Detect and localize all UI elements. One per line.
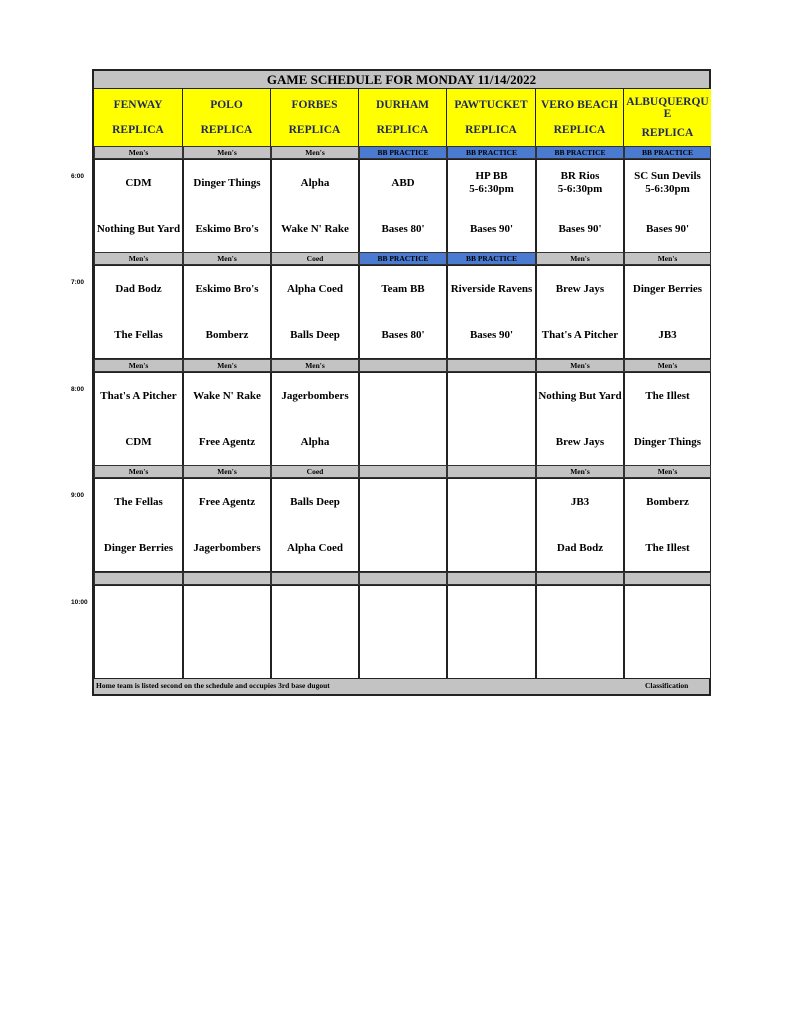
home-team: That's A Pitcher [541, 328, 619, 341]
game-cell [94, 265, 183, 359]
game-cell [536, 585, 624, 679]
field-header [447, 89, 536, 146]
field-subtitle: REPLICA [376, 124, 429, 137]
classification-bar [183, 572, 271, 585]
away-team: The Fellas [114, 495, 163, 508]
classification-bar [359, 465, 447, 478]
game-cell [447, 159, 536, 253]
away-team: JB3 [570, 495, 590, 508]
home-team: Balls Deep [290, 328, 340, 341]
home-team: Jagerbombers [193, 541, 261, 554]
field-name: FORBES [291, 98, 338, 111]
classification-bar: Men's [536, 359, 624, 372]
home-team [448, 423, 535, 461]
game-cell [183, 478, 271, 572]
game-cell [536, 265, 624, 359]
classification-bar: Men's [271, 146, 359, 159]
field-name: PAWTUCKET [454, 98, 528, 111]
time-slot-label: 7:00 [71, 279, 85, 286]
away-team: Alpha [300, 176, 330, 189]
game-cell [624, 265, 711, 359]
away-team [625, 590, 710, 628]
home-team [272, 636, 358, 674]
home-team: Brew Jays [555, 435, 605, 448]
away-team [95, 590, 182, 628]
home-team [184, 636, 270, 674]
home-team: Bomberz [205, 328, 249, 341]
field-header [536, 89, 624, 146]
schedule-sheet [92, 69, 711, 696]
away-team: SC Sun Devils 5-6:30pm [634, 170, 701, 195]
field-subtitle: REPLICA [288, 124, 341, 137]
home-team: Bases 80' [381, 222, 425, 235]
field-header [359, 89, 447, 146]
away-team: HP BB 5-6:30pm [469, 170, 514, 195]
game-cell [271, 585, 359, 679]
home-team-note: Home team is listed second on the schedule and occupies 3rd base dugout [96, 681, 330, 690]
away-team: Dinger Things [193, 176, 261, 189]
away-team [184, 590, 270, 628]
game-cell [359, 585, 447, 679]
classification-bar: Men's [94, 465, 183, 478]
game-cell [183, 372, 271, 466]
game-cell [359, 372, 447, 466]
classification-bar: BB PRACTICE [536, 146, 624, 159]
field-name: POLO [210, 98, 243, 111]
time-slot-label: 6:00 [71, 173, 85, 180]
away-team: Eskimo Bro's [195, 282, 259, 295]
game-cell [271, 478, 359, 572]
classification-bar: Men's [94, 252, 183, 265]
field-name: VERO BEACH [541, 98, 618, 111]
away-team [448, 590, 535, 628]
away-team: Bomberz [646, 495, 689, 508]
game-cell [359, 478, 447, 572]
home-team: Dinger Things [633, 435, 702, 448]
classification-bar: Men's [624, 252, 711, 265]
game-cell [447, 478, 536, 572]
field-header [183, 89, 271, 146]
away-team: Balls Deep [290, 495, 340, 508]
classification-bar [94, 572, 183, 585]
away-team: Dinger Berries [632, 282, 703, 295]
game-cell [271, 159, 359, 253]
schedule-title: GAME SCHEDULE FOR MONDAY 11/14/2022 [94, 71, 709, 89]
away-team: BR Rios 5-6:30pm [557, 170, 603, 195]
classification-bar: Men's [624, 465, 711, 478]
field-subtitle: REPLICA [465, 124, 517, 137]
game-cell [183, 265, 271, 359]
game-cell [183, 159, 271, 253]
field-subtitle: REPLICA [641, 127, 694, 140]
game-cell [94, 585, 183, 679]
home-team: The Illest [645, 541, 690, 554]
field-header [94, 89, 183, 146]
home-team: Alpha [300, 435, 330, 448]
classification-bar: Coed [271, 252, 359, 265]
classification-bar [536, 572, 624, 585]
classification-bar: Men's [536, 252, 624, 265]
home-team: Alpha Coed [287, 541, 343, 554]
home-team: Dinger Berries [103, 541, 174, 554]
classification-bar: BB PRACTICE [624, 146, 711, 159]
classification-bar: Men's [536, 465, 624, 478]
away-team: The Illest [645, 389, 690, 402]
game-cell [536, 159, 624, 253]
game-cell [94, 159, 183, 253]
home-team [95, 636, 182, 674]
classification-bar [447, 465, 536, 478]
classification-bar: Men's [183, 359, 271, 372]
away-team: CDM [125, 176, 152, 189]
home-team: Wake N' Rake [281, 222, 349, 235]
away-team: Alpha Coed [287, 282, 343, 295]
away-team [537, 590, 623, 628]
away-team: Team BB [381, 282, 425, 295]
classification-bar: Men's [183, 465, 271, 478]
home-team: Dad Bodz [556, 541, 604, 554]
home-team: The Fellas [114, 328, 163, 341]
game-cell [536, 372, 624, 466]
home-team: Nothing But Yard [96, 222, 181, 235]
classification-bar [271, 572, 359, 585]
away-team: Brew Jays [555, 282, 605, 295]
classification-bar [624, 572, 711, 585]
classification-bar: Men's [183, 146, 271, 159]
away-team [272, 590, 358, 628]
classification-bar: Men's [94, 146, 183, 159]
field-header [624, 89, 711, 146]
home-team: Bases 90' [558, 222, 602, 235]
game-cell [359, 265, 447, 359]
field-subtitle: REPLICA [553, 124, 606, 137]
time-slot-label: 10:00 [71, 599, 88, 606]
schedule-footer [94, 678, 709, 694]
home-team: Bases 80' [381, 328, 425, 341]
away-team [448, 377, 535, 415]
classification-bar: Men's [271, 359, 359, 372]
field-name: FENWAY [113, 98, 163, 111]
away-team [360, 483, 446, 521]
classification-bar: Men's [183, 252, 271, 265]
classification-bar [447, 359, 536, 372]
game-cell [624, 372, 711, 466]
away-team [360, 590, 446, 628]
home-team [360, 636, 446, 674]
game-cell [536, 478, 624, 572]
game-cell [624, 478, 711, 572]
game-cell [624, 585, 711, 679]
game-cell [447, 265, 536, 359]
home-team: Bases 90' [645, 222, 690, 235]
game-cell [447, 372, 536, 466]
classification-bar [359, 359, 447, 372]
classification-bar: Men's [94, 359, 183, 372]
classification-bar: BB PRACTICE [359, 146, 447, 159]
home-team: Bases 90' [469, 328, 514, 341]
away-team: Jagerbombers [281, 389, 349, 402]
classification-bar: BB PRACTICE [447, 252, 536, 265]
away-team: Dad Bodz [115, 282, 162, 295]
game-cell [624, 159, 711, 253]
classification-bar: Men's [624, 359, 711, 372]
classification-bar [447, 572, 536, 585]
field-name: ALBUQUERQUE [626, 95, 709, 120]
home-team: JB3 [658, 328, 677, 341]
home-team [360, 529, 446, 567]
time-slot-label: 8:00 [71, 386, 85, 393]
away-team: Nothing But Yard [538, 389, 622, 402]
home-team [448, 636, 535, 674]
classification-bar: BB PRACTICE [359, 252, 447, 265]
away-team: Wake N' Rake [193, 389, 261, 402]
field-name: DURHAM [375, 98, 430, 111]
game-cell [94, 372, 183, 466]
game-cell [183, 585, 271, 679]
classification-bar: BB PRACTICE [447, 146, 536, 159]
time-slot-label: 9:00 [71, 492, 85, 499]
home-team: Eskimo Bro's [195, 222, 259, 235]
field-subtitle: REPLICA [200, 124, 253, 137]
home-team: CDM [125, 435, 152, 448]
home-team [625, 636, 710, 674]
away-team: ABD [391, 176, 415, 189]
home-team [537, 636, 623, 674]
away-team [448, 483, 535, 521]
away-team [360, 377, 446, 415]
game-cell [447, 585, 536, 679]
classification-label: Classification [645, 681, 689, 690]
home-team: Free Agentz [198, 435, 256, 448]
game-cell [94, 478, 183, 572]
away-team: That's A Pitcher [100, 389, 177, 402]
game-cell [271, 372, 359, 466]
field-subtitle: REPLICA [112, 124, 164, 137]
home-team [448, 529, 535, 567]
away-team: Free Agentz [198, 495, 256, 508]
game-cell [271, 265, 359, 359]
game-cell [359, 159, 447, 253]
field-header [271, 89, 359, 146]
classification-bar: Coed [271, 465, 359, 478]
away-team: Riverside Ravens [450, 282, 533, 295]
classification-bar [359, 572, 447, 585]
home-team: Bases 90' [469, 222, 514, 235]
home-team [360, 423, 446, 461]
